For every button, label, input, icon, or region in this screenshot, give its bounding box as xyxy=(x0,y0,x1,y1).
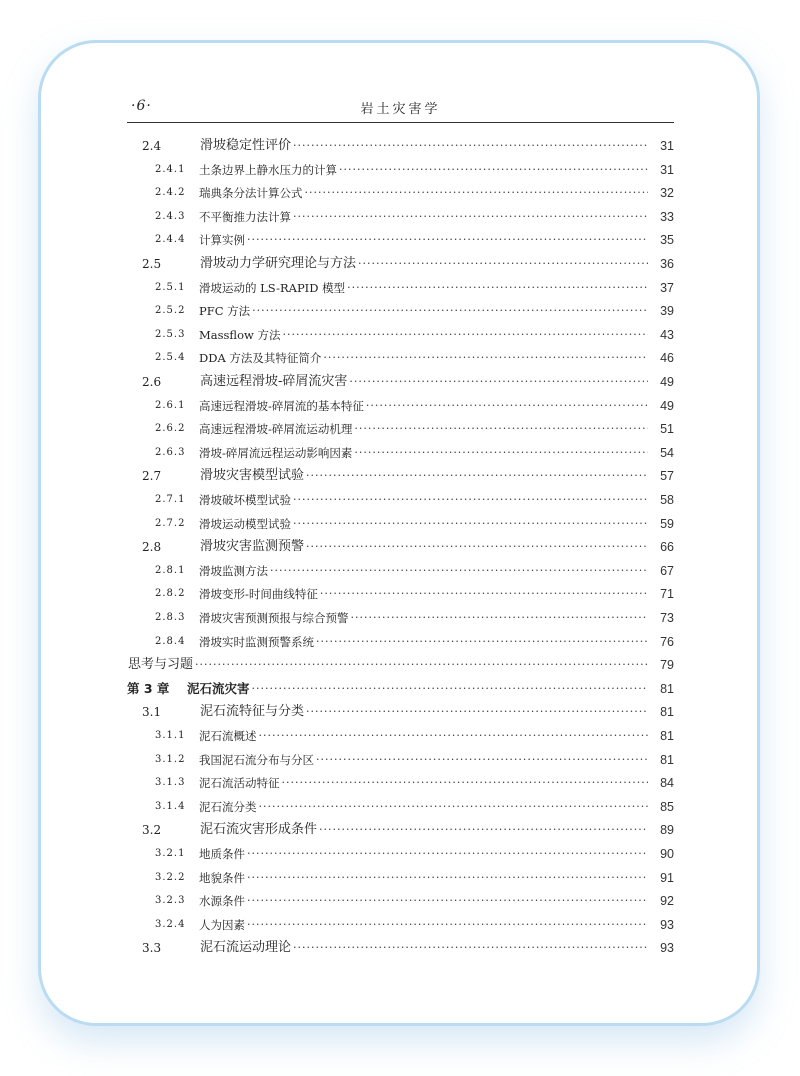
toc-entry-title: 高速远程滑坡-碎屑流运动机理 xyxy=(199,422,353,437)
dot-leader xyxy=(282,775,649,791)
toc-entry[interactable] xyxy=(127,368,674,390)
toc-entry[interactable] xyxy=(127,415,674,437)
toc-entry-number: 2.7.1 xyxy=(155,494,186,505)
toc-entry-number: 3.2.3 xyxy=(155,895,186,907)
toc-entry-title: 瑞典条分法计算公式 xyxy=(199,186,303,201)
dot-leader xyxy=(316,752,648,768)
toc-entry-number: 3.2 xyxy=(142,823,162,838)
toc-entry[interactable] xyxy=(127,533,674,555)
toc-entry-number: 2.7 xyxy=(142,469,162,484)
toc-entry[interactable] xyxy=(127,840,674,862)
dot-leader xyxy=(306,468,648,484)
toc-entry-page: 66 xyxy=(660,540,674,555)
dot-leader xyxy=(247,232,648,248)
toc-entry-page: 51 xyxy=(660,422,674,437)
toc-entry-page: 81 xyxy=(660,729,674,743)
toc-entry-page: 81 xyxy=(660,681,674,696)
dot-leader xyxy=(319,822,648,838)
toc-entry-page: 91 xyxy=(660,870,674,885)
page-header xyxy=(127,94,674,123)
toc-entry-number: 2.5.2 xyxy=(155,305,186,317)
dot-leader xyxy=(247,846,648,862)
toc-entry-title: 计算实例 xyxy=(199,233,245,248)
dot-leader xyxy=(293,492,648,508)
dot-leader xyxy=(305,185,649,201)
toc-entry-page: 31 xyxy=(660,162,674,177)
toc-entry-page: 81 xyxy=(660,705,674,720)
toc-entry[interactable] xyxy=(127,462,674,484)
toc-entry-number: 2.6.2 xyxy=(155,423,186,435)
toc-entry-page: 58 xyxy=(660,493,674,507)
toc-entry-number: 2.4 xyxy=(142,139,162,153)
toc-entry-page: 79 xyxy=(660,658,674,673)
toc-entry-title: 滑坡变形-时间曲线特征 xyxy=(199,587,318,602)
toc-entry-page: 39 xyxy=(660,304,674,319)
toc-entry-number: 3.3 xyxy=(142,941,162,956)
toc-entry[interactable] xyxy=(127,816,674,838)
toc-entry-page: 71 xyxy=(660,587,674,602)
dot-leader xyxy=(195,657,648,673)
dot-leader xyxy=(247,870,648,886)
dot-leader xyxy=(339,162,648,178)
toc-entry-number: 3.1.3 xyxy=(155,777,186,789)
dot-leader xyxy=(323,350,648,366)
toc-entry-number: 3.2.4 xyxy=(155,918,186,930)
toc-entry-title: 地貌条件 xyxy=(199,870,245,885)
toc-entry-title: 滑坡动力学研究理论与方法 xyxy=(200,256,357,271)
dot-leader xyxy=(354,421,648,437)
toc-entry-number: 2.6.1 xyxy=(155,399,186,411)
book-title: 岩土灾害学 xyxy=(360,102,441,117)
dot-leader xyxy=(259,728,649,744)
toc-entry-title: DDA 方法及其特征简介 xyxy=(199,351,322,366)
toc-entry-title: 泥石流特征与分类 xyxy=(200,704,305,720)
toc-entry-number: 2.6 xyxy=(142,375,162,389)
toc-entry-title: PFC 方法 xyxy=(199,304,251,319)
toc-entry-number: 3.1.4 xyxy=(155,800,186,812)
toc-entry-number: 2.4.1 xyxy=(155,163,186,175)
toc-entry[interactable] xyxy=(127,604,674,626)
dot-leader xyxy=(320,586,648,602)
toc-entry-title: 滑坡运动模型试验 xyxy=(199,516,291,531)
toc-entry-title: 滑坡稳定性评价 xyxy=(200,138,292,153)
toc-entry-page: 49 xyxy=(660,398,674,413)
toc-entry-title: 滑坡-碎屑流远程运动影响因素 xyxy=(199,445,353,460)
toc-entry[interactable] xyxy=(127,934,674,956)
toc-entry[interactable] xyxy=(127,132,674,154)
toc-entry-number: 2.7.2 xyxy=(155,517,186,529)
toc-entry-title: 滑坡灾害预测预报与综合预警 xyxy=(199,611,349,625)
toc-entry[interactable] xyxy=(127,651,674,673)
dot-leader xyxy=(349,374,648,390)
toc-entry-title: 滑坡监测方法 xyxy=(199,563,268,578)
toc-entry-number: 2.4.3 xyxy=(155,210,186,222)
toc-entry[interactable] xyxy=(127,344,674,366)
toc-entry[interactable] xyxy=(127,321,674,343)
toc-entry-title: 泥石流灾害形成条件 xyxy=(200,822,318,838)
toc-entry-page: 32 xyxy=(660,186,674,201)
toc-entry[interactable] xyxy=(127,864,674,886)
toc-entry-page: 84 xyxy=(660,776,674,791)
toc-entry-title: 土条边界上静水压力的计算 xyxy=(199,162,337,177)
toc-entry-title: 滑坡灾害模型试验 xyxy=(200,468,305,484)
toc-entry-page: 46 xyxy=(660,351,674,366)
toc-entry-page: 59 xyxy=(660,516,674,531)
toc-entry-title: 滑坡破坏模型试验 xyxy=(199,493,291,507)
toc-entry-number: 2.8.4 xyxy=(155,635,186,647)
toc-entry-page: 92 xyxy=(660,894,674,909)
toc-entry-page: 73 xyxy=(660,611,674,625)
dot-leader xyxy=(358,256,648,272)
toc-entry-page: 54 xyxy=(660,445,674,460)
toc-entry-page: 93 xyxy=(660,941,674,956)
toc-entry-page: 33 xyxy=(660,209,674,224)
toc-entry-page: 90 xyxy=(660,847,674,861)
toc-entry-page: 85 xyxy=(660,799,674,814)
dot-leader xyxy=(366,398,648,414)
toc-entry-title: 滑坡运动的 LS-RAPID 模型 xyxy=(199,280,346,295)
toc-entry[interactable] xyxy=(127,297,674,319)
toc-entry-page: 81 xyxy=(660,752,674,767)
toc-entry[interactable] xyxy=(127,911,674,933)
dot-leader xyxy=(306,539,648,555)
dot-leader xyxy=(270,563,648,579)
toc-entry-number: 2.8.1 xyxy=(155,564,186,576)
toc-entry[interactable] xyxy=(127,793,674,815)
toc-entry-title: 滑坡实时监测预警系统 xyxy=(199,634,314,649)
dot-leader xyxy=(247,893,648,909)
dot-leader xyxy=(252,303,648,319)
toc-entry-number: 第 3 章 xyxy=(127,680,170,696)
toc-entry-number: 2.8.3 xyxy=(155,612,186,623)
toc-entry[interactable] xyxy=(127,156,674,178)
toc-entry-number: 3.2.2 xyxy=(155,871,186,883)
toc-entry-title: 不平衡推力法计算 xyxy=(199,209,291,224)
toc-entry-page: 76 xyxy=(660,634,674,649)
toc-entry[interactable] xyxy=(127,580,674,602)
toc-entry-title: 泥石流概述 xyxy=(199,729,257,743)
toc-entry-page: 36 xyxy=(660,257,674,271)
toc-entry-title: 泥石流灾害 xyxy=(187,680,250,696)
toc-entry[interactable] xyxy=(127,226,674,248)
toc-entry[interactable] xyxy=(127,557,674,579)
toc-entry[interactable] xyxy=(127,510,674,532)
toc-entry-number: 2.5.1 xyxy=(155,281,186,293)
toc-entry-number: 2.4.2 xyxy=(155,187,186,199)
toc-entry[interactable] xyxy=(127,675,674,697)
toc-entry-page: 37 xyxy=(660,280,674,295)
toc-entry[interactable] xyxy=(127,274,674,296)
dot-leader xyxy=(316,634,648,650)
toc-entry-title: Massflow 方法 xyxy=(199,327,281,342)
dot-leader xyxy=(306,704,648,720)
toc-entry-number: 3.1.1 xyxy=(155,730,186,741)
dot-leader xyxy=(259,799,649,815)
dot-leader xyxy=(252,681,648,697)
toc-entry[interactable] xyxy=(127,887,674,909)
dot-leader xyxy=(351,610,649,626)
toc-entry-page: 67 xyxy=(660,563,674,578)
toc-entry-number: 2.5.4 xyxy=(155,352,186,364)
toc-entry[interactable] xyxy=(127,486,674,508)
toc-entry-title: 泥石流活动特征 xyxy=(199,776,280,791)
toc-entry[interactable] xyxy=(127,179,674,201)
toc-entry-page: 89 xyxy=(660,823,674,838)
toc-entry-number: 2.5.3 xyxy=(155,328,186,340)
dot-leader xyxy=(293,516,648,532)
toc-entry-number: 3.1 xyxy=(142,705,162,720)
toc-entry-title: 泥石流分类 xyxy=(199,799,257,814)
toc-entry-title: 高速远程滑坡-碎屑流的基本特征 xyxy=(199,398,364,413)
dot-leader xyxy=(354,445,648,461)
toc-entry-number: 2.8.2 xyxy=(155,588,186,600)
toc-entry[interactable] xyxy=(127,439,674,461)
dot-leader xyxy=(293,940,648,956)
toc-entry-number: 2.4.4 xyxy=(155,234,186,246)
toc-entry-title: 高速远程滑坡-碎屑流灾害 xyxy=(200,374,348,389)
dot-leader xyxy=(247,917,648,933)
toc-entry[interactable] xyxy=(127,203,674,225)
toc-entry-title: 水源条件 xyxy=(199,894,245,909)
toc-entry-number: 2.5 xyxy=(142,257,162,271)
dot-leader xyxy=(283,327,648,343)
page-number: ·6· xyxy=(131,98,152,114)
toc-entry[interactable] xyxy=(127,698,674,720)
dot-leader xyxy=(293,209,648,225)
toc-entry-number: 2.8 xyxy=(142,540,162,555)
toc-entry-page: 57 xyxy=(660,469,674,484)
dot-leader xyxy=(293,138,648,154)
toc-entry-number: 2.6.3 xyxy=(155,446,186,458)
toc-entry[interactable] xyxy=(127,250,674,272)
toc-entry-title: 滑坡灾害监测预警 xyxy=(200,539,305,555)
toc-entry-page: 93 xyxy=(660,917,674,932)
toc-entry-number: 3.2.1 xyxy=(155,848,186,859)
toc-entry[interactable] xyxy=(127,628,674,650)
toc-entry-title: 地质条件 xyxy=(199,847,245,861)
toc-entry[interactable] xyxy=(127,769,674,791)
toc-entry[interactable] xyxy=(127,722,674,744)
dot-leader xyxy=(347,280,648,296)
toc-entry-page: 43 xyxy=(660,327,674,342)
toc-entry-title: 人为因素 xyxy=(199,917,245,932)
toc-entry[interactable] xyxy=(127,392,674,414)
toc-entry[interactable] xyxy=(127,746,674,768)
toc-entry-page: 31 xyxy=(660,139,674,153)
toc-entry-title: 思考与习题 xyxy=(128,657,194,673)
toc-entry-page: 49 xyxy=(660,375,674,389)
toc-entry-title: 我国泥石流分布与分区 xyxy=(199,752,314,767)
toc-entry-number: 3.1.2 xyxy=(155,753,186,765)
toc-entry-page: 35 xyxy=(660,233,674,248)
toc-entry-title: 泥石流运动理论 xyxy=(200,940,292,956)
